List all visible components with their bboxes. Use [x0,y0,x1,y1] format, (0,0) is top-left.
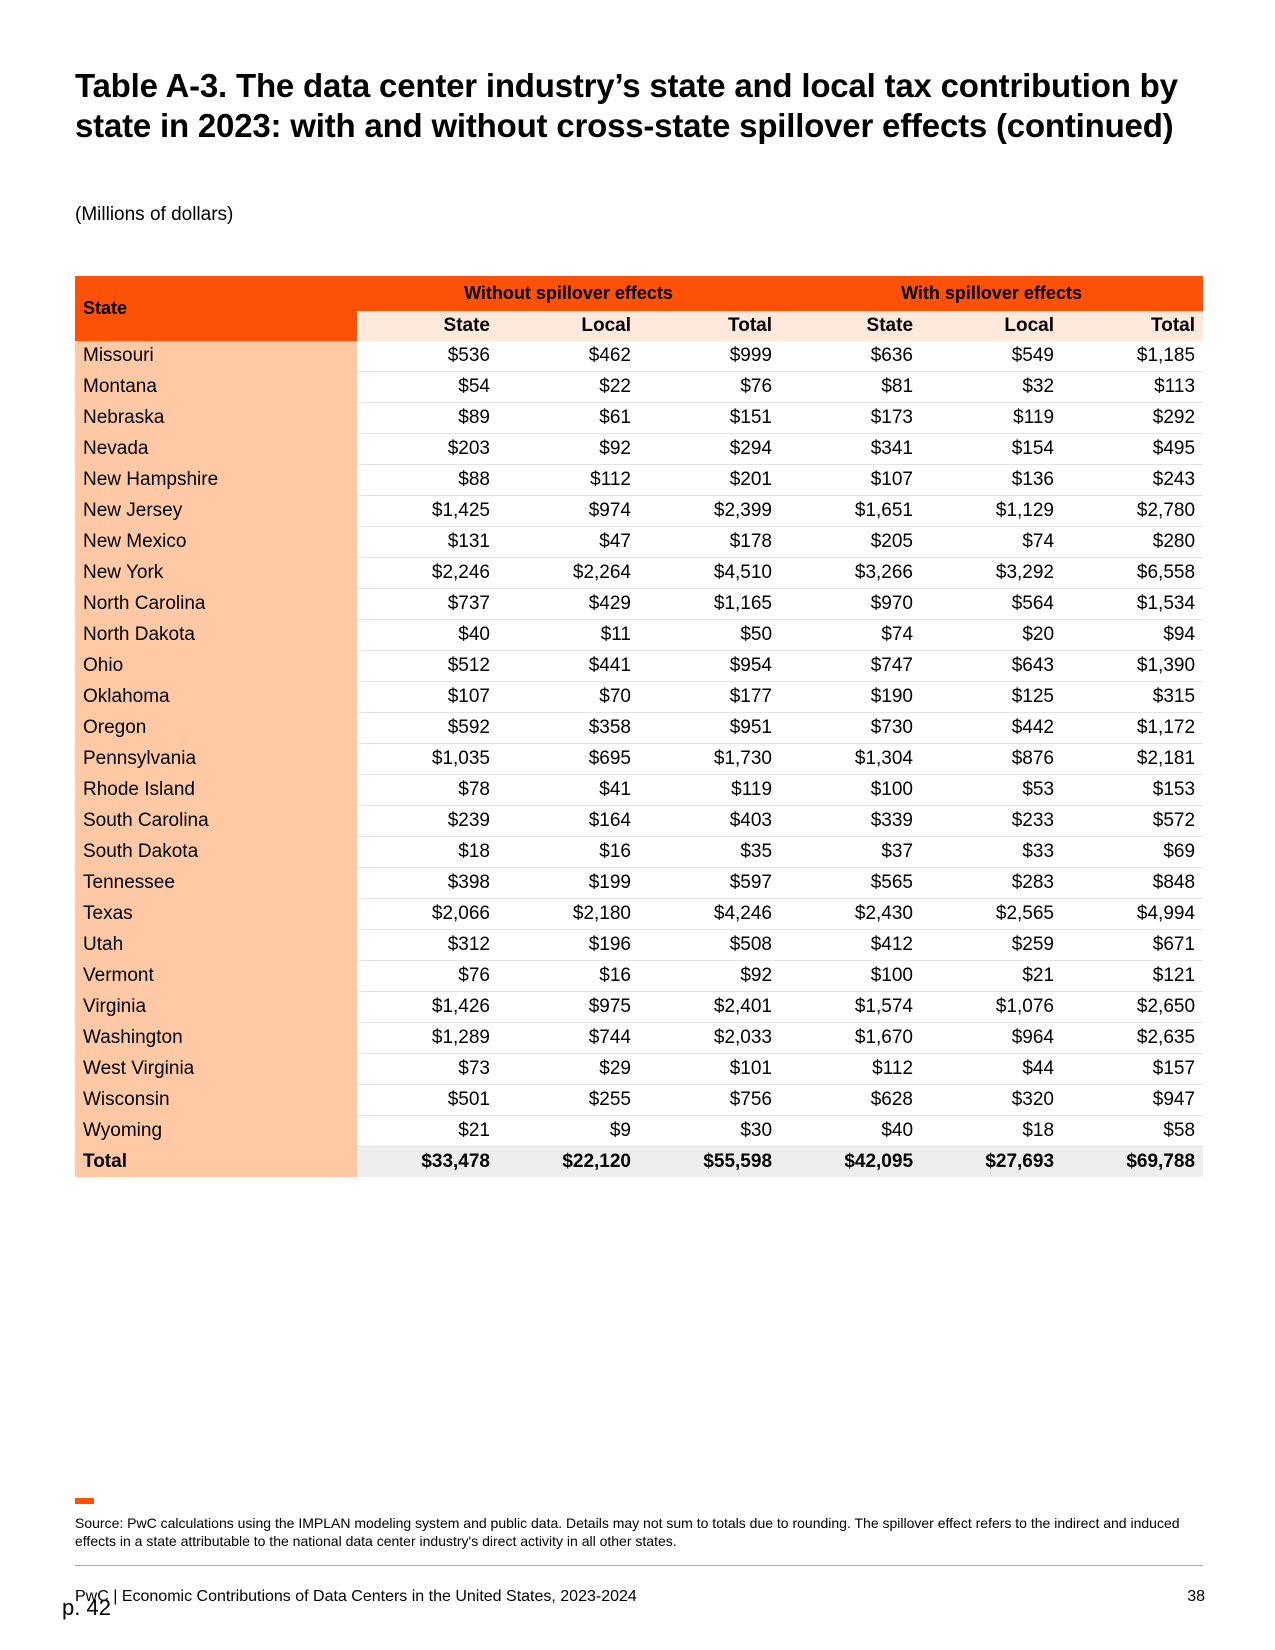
value-cell: $53 [921,775,1062,806]
value-cell: $876 [921,744,1062,775]
value-cell: $20 [921,620,1062,651]
total-label: Total [75,1147,357,1178]
value-cell: $178 [639,527,780,558]
value-cell: $2,399 [639,496,780,527]
value-cell: $27,693 [921,1147,1062,1178]
value-cell: $92 [498,434,639,465]
value-cell: $1,172 [1062,713,1203,744]
column-header-state-tax: State [357,311,498,341]
value-cell: $201 [639,465,780,496]
state-name-cell: Ohio [75,651,357,682]
value-cell: $508 [639,930,780,961]
value-cell: $9 [498,1116,639,1147]
value-cell: $4,994 [1062,899,1203,930]
value-cell: $954 [639,651,780,682]
value-cell: $69,788 [1062,1147,1203,1178]
value-cell: $2,181 [1062,744,1203,775]
value-cell: $744 [498,1023,639,1054]
column-header-total-tax: Total [1062,311,1203,341]
value-cell: $3,292 [921,558,1062,589]
value-cell: $294 [639,434,780,465]
value-cell: $501 [357,1085,498,1116]
state-name-cell: Texas [75,899,357,930]
table-row [75,527,1203,558]
state-name-cell: South Dakota [75,837,357,868]
value-cell: $239 [357,806,498,837]
page-stamp: p. 42 [62,1595,111,1620]
value-cell: $974 [498,496,639,527]
value-cell: $536 [357,341,498,372]
value-cell: $280 [1062,527,1203,558]
value-cell: $970 [780,589,921,620]
value-cell: $11 [498,620,639,651]
table-row [75,1085,1203,1116]
value-cell: $199 [498,868,639,899]
value-cell: $737 [357,589,498,620]
value-cell: $173 [780,403,921,434]
value-cell: $41 [498,775,639,806]
value-cell: $177 [639,682,780,713]
value-cell: $54 [357,372,498,403]
value-cell: $1,534 [1062,589,1203,620]
value-cell: $69 [1062,837,1203,868]
table-row [75,744,1203,775]
table-row [75,806,1203,837]
table-row [75,589,1203,620]
page-number: 38 [1187,1588,1205,1605]
footer-divider [75,1565,1203,1566]
value-cell: $848 [1062,868,1203,899]
state-name-cell: South Carolina [75,806,357,837]
value-cell: $4,510 [639,558,780,589]
state-name-cell: Missouri [75,341,357,372]
value-cell: $4,246 [639,899,780,930]
value-cell: $1,651 [780,496,921,527]
state-name-cell: Pennsylvania [75,744,357,775]
table-row [75,868,1203,899]
value-cell: $671 [1062,930,1203,961]
value-cell: $32 [921,372,1062,403]
table-row [75,434,1203,465]
table-row [75,651,1203,682]
column-header-local-tax: Local [498,311,639,341]
value-cell: $259 [921,930,1062,961]
value-cell: $107 [357,682,498,713]
value-cell: $70 [498,682,639,713]
table-row [75,930,1203,961]
value-cell: $549 [921,341,1062,372]
value-cell: $2,650 [1062,992,1203,1023]
value-cell: $1,390 [1062,651,1203,682]
value-cell: $565 [780,868,921,899]
state-name-cell: North Dakota [75,620,357,651]
value-cell: $92 [639,961,780,992]
value-cell: $107 [780,465,921,496]
value-cell: $22,120 [498,1147,639,1178]
value-cell: $597 [639,868,780,899]
value-cell: $429 [498,589,639,620]
state-name-cell: Wisconsin [75,1085,357,1116]
value-cell: $512 [357,651,498,682]
value-cell: $6,558 [1062,558,1203,589]
state-name-cell: Washington [75,1023,357,1054]
state-name-cell: Nevada [75,434,357,465]
value-cell: $255 [498,1085,639,1116]
value-cell: $18 [921,1116,1062,1147]
value-cell: $16 [498,961,639,992]
value-cell: $947 [1062,1085,1203,1116]
state-name-cell: Virginia [75,992,357,1023]
value-cell: $756 [639,1085,780,1116]
table-row [75,961,1203,992]
value-cell: $40 [357,620,498,651]
value-cell: $136 [921,465,1062,496]
value-cell: $2,264 [498,558,639,589]
value-cell: $730 [780,713,921,744]
value-cell: $495 [1062,434,1203,465]
value-cell: $2,066 [357,899,498,930]
group-header-with-spillover: With spillover effects [780,276,1203,311]
value-cell: $190 [780,682,921,713]
value-cell: $203 [357,434,498,465]
value-cell: $21 [357,1116,498,1147]
value-cell: $94 [1062,620,1203,651]
value-cell: $1,165 [639,589,780,620]
value-cell: $403 [639,806,780,837]
value-cell: $1,670 [780,1023,921,1054]
value-cell: $747 [780,651,921,682]
value-cell: $951 [639,713,780,744]
value-cell: $112 [780,1054,921,1085]
value-cell: $76 [357,961,498,992]
value-cell: $42,095 [780,1147,921,1178]
value-cell: $320 [921,1085,1062,1116]
table-row [75,1054,1203,1085]
units-note: (Millions of dollars) [75,204,234,225]
page-title: Table A-3. The data center industry’s state and local tax contribution by state in 2023: with and without cross-state spillover effects (continued) [75,67,1178,144]
value-cell: $341 [780,434,921,465]
value-cell: $112 [498,465,639,496]
value-cell: $100 [780,961,921,992]
value-cell: $412 [780,930,921,961]
value-cell: $292 [1062,403,1203,434]
table-row [75,992,1203,1023]
value-cell: $33,478 [357,1147,498,1178]
value-cell: $1,129 [921,496,1062,527]
table-row [75,465,1203,496]
value-cell: $196 [498,930,639,961]
value-cell: $2,430 [780,899,921,930]
value-cell: $592 [357,713,498,744]
value-cell: $153 [1062,775,1203,806]
table-body [75,341,1203,1177]
table-row [75,496,1203,527]
value-cell: $58 [1062,1116,1203,1147]
state-name-cell: New Jersey [75,496,357,527]
value-cell: $119 [921,403,1062,434]
value-cell: $462 [498,341,639,372]
state-name-cell: New York [75,558,357,589]
value-cell: $1,185 [1062,341,1203,372]
value-cell: $564 [921,589,1062,620]
value-cell: $1,076 [921,992,1062,1023]
value-cell: $3,266 [780,558,921,589]
total-row [75,1147,1203,1178]
source-note: Source: PwC calculations using the IMPLAN modeling system and public data. Details may not sum to totals due to rounding. The spillover effect refers to the indirect and induced effects in a state attributable to the national data center industry's direct activity in all other states. [75,1515,1180,1549]
column-header-local-tax: Local [921,311,1062,341]
value-cell: $2,033 [639,1023,780,1054]
value-cell: $999 [639,341,780,372]
value-cell: $16 [498,837,639,868]
footer-text: PwC | Economic Contributions of Data Centers in the United States, 2023-2024 [75,1588,637,1605]
state-name-cell: New Mexico [75,527,357,558]
value-cell: $964 [921,1023,1062,1054]
value-cell: $1,304 [780,744,921,775]
value-cell: $44 [921,1054,1062,1085]
value-cell: $131 [357,527,498,558]
table-row [75,341,1203,372]
state-name-cell: Nebraska [75,403,357,434]
value-cell: $572 [1062,806,1203,837]
table-row [75,1116,1203,1147]
value-cell: $40 [780,1116,921,1147]
value-cell: $205 [780,527,921,558]
state-name-cell: Wyoming [75,1116,357,1147]
value-cell: $47 [498,527,639,558]
value-cell: $975 [498,992,639,1023]
value-cell: $398 [357,868,498,899]
value-cell: $358 [498,713,639,744]
value-cell: $88 [357,465,498,496]
value-cell: $61 [498,403,639,434]
state-name-cell: Oregon [75,713,357,744]
state-name-cell: New Hampshire [75,465,357,496]
value-cell: $81 [780,372,921,403]
tax-contribution-table [75,276,1203,1177]
state-name-cell: Vermont [75,961,357,992]
value-cell: $73 [357,1054,498,1085]
value-cell: $151 [639,403,780,434]
column-header-state-tax: State [780,311,921,341]
state-name-cell: North Carolina [75,589,357,620]
value-cell: $78 [357,775,498,806]
value-cell: $1,574 [780,992,921,1023]
table-row [75,372,1203,403]
value-cell: $243 [1062,465,1203,496]
value-cell: $21 [921,961,1062,992]
value-cell: $695 [498,744,639,775]
value-cell: $113 [1062,372,1203,403]
state-name-cell: West Virginia [75,1054,357,1085]
value-cell: $55,598 [639,1147,780,1178]
state-name-cell: Montana [75,372,357,403]
table-row [75,899,1203,930]
value-cell: $164 [498,806,639,837]
value-cell: $30 [639,1116,780,1147]
value-cell: $74 [780,620,921,651]
table-row [75,1023,1203,1054]
value-cell: $1,426 [357,992,498,1023]
table-row [75,775,1203,806]
value-cell: $1,730 [639,744,780,775]
value-cell: $2,780 [1062,496,1203,527]
value-cell: $339 [780,806,921,837]
value-cell: $18 [357,837,498,868]
state-name-cell: Oklahoma [75,682,357,713]
value-cell: $29 [498,1054,639,1085]
value-cell: $2,565 [921,899,1062,930]
table-header-row [75,276,1203,311]
group-header-without-spillover: Without spillover effects [357,276,780,311]
value-cell: $50 [639,620,780,651]
value-cell: $2,180 [498,899,639,930]
value-cell: $157 [1062,1054,1203,1085]
value-cell: $636 [780,341,921,372]
value-cell: $121 [1062,961,1203,992]
value-cell: $119 [639,775,780,806]
table-row [75,620,1203,651]
column-header-state: State [75,276,357,341]
value-cell: $233 [921,806,1062,837]
state-name-cell: Rhode Island [75,775,357,806]
table-row [75,837,1203,868]
value-cell: $1,035 [357,744,498,775]
value-cell: $643 [921,651,1062,682]
table-row [75,682,1203,713]
state-name-cell: Utah [75,930,357,961]
value-cell: $76 [639,372,780,403]
value-cell: $101 [639,1054,780,1085]
value-cell: $312 [357,930,498,961]
accent-bar [75,1498,94,1504]
value-cell: $628 [780,1085,921,1116]
value-cell: $35 [639,837,780,868]
value-cell: $89 [357,403,498,434]
table-row [75,558,1203,589]
value-cell: $441 [498,651,639,682]
value-cell: $125 [921,682,1062,713]
value-cell: $74 [921,527,1062,558]
value-cell: $22 [498,372,639,403]
value-cell: $2,401 [639,992,780,1023]
value-cell: $33 [921,837,1062,868]
value-cell: $37 [780,837,921,868]
table-row [75,713,1203,744]
value-cell: $283 [921,868,1062,899]
value-cell: $1,425 [357,496,498,527]
value-cell: $315 [1062,682,1203,713]
value-cell: $2,246 [357,558,498,589]
table-row [75,403,1203,434]
value-cell: $1,289 [357,1023,498,1054]
value-cell: $100 [780,775,921,806]
column-header-total-tax: Total [639,311,780,341]
value-cell: $154 [921,434,1062,465]
value-cell: $442 [921,713,1062,744]
state-name-cell: Tennessee [75,868,357,899]
value-cell: $2,635 [1062,1023,1203,1054]
